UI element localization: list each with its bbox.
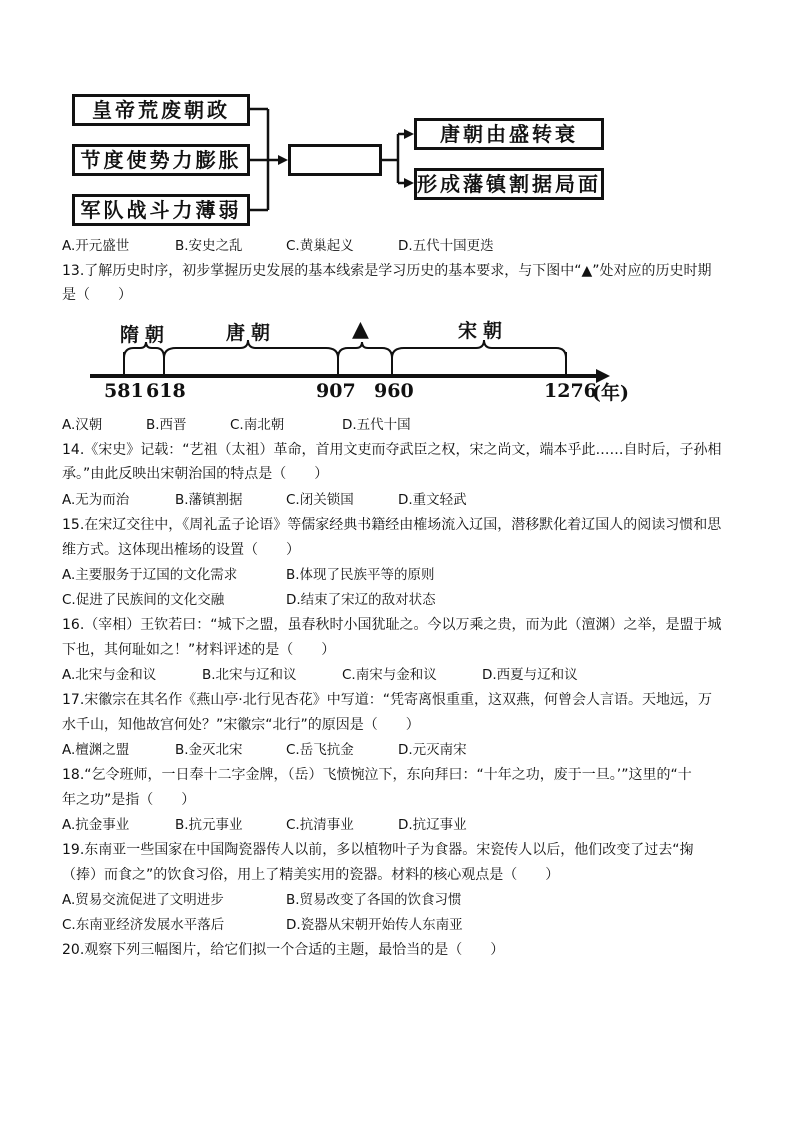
q17-stem-line2: 水千山，知他故宫何处？”宋徽宗“北行”的原因是（ ） [62, 717, 420, 733]
q16-option-d[interactable]: D.西夏与辽和议 [482, 667, 578, 683]
q19-option-d[interactable]: D.瓷器从宋朝开始传人东南亚 [286, 917, 463, 933]
q20-stem-line1: 20.观察下列三幅图片，给它们拟一个合适的主题，最恰当的是（ ） [62, 942, 505, 958]
q18-option-d[interactable]: D.抗辽事业 [398, 817, 467, 833]
result-text-1: 唐朝由盛转衰 [440, 122, 578, 146]
q15-option-b[interactable]: B.体现了民族平等的原则 [286, 567, 435, 583]
q13-option-c[interactable]: C.南北朝 [230, 417, 285, 433]
q16-option-b[interactable]: B.北宋与辽和议 [202, 667, 297, 683]
q14-option-c[interactable]: C.闭关锁国 [286, 492, 354, 508]
cause-text-1: 皇帝荒废朝政 [92, 98, 230, 122]
q16-stem-line2: 下也，其何耻如之！”材料评述的是（ ） [62, 642, 336, 658]
q14-option-d[interactable]: D.重文轻武 [398, 492, 467, 508]
q18-stem-line2: 年之功”是指（ ） [62, 792, 196, 808]
q17-option-d[interactable]: D.元灭南宋 [398, 742, 467, 758]
q13-option-b[interactable]: B.西晋 [146, 417, 187, 433]
q16-stem-line1: 16.（宰相）王钦若曰：“城下之盟，虽春秋时小国犹耻之。今以万乘之贵，而为此（澶渊）之举，是盟于城 [62, 617, 722, 633]
q18-option-c[interactable]: C.抗清事业 [286, 817, 354, 833]
q19-option-c[interactable]: C.东南亚经济发展水平落后 [62, 917, 225, 933]
q15-option-a[interactable]: A.主要服务于辽国的文化需求 [62, 567, 238, 583]
q13-option-d[interactable]: D.五代十国 [342, 417, 411, 433]
q14-stem-line2: 承。”由此反映出宋朝治国的特点是（ ） [62, 466, 329, 482]
year-618: 618 [146, 380, 186, 402]
q12-option-b[interactable]: B.安史之乱 [175, 238, 243, 254]
q19-stem-line2: （捧）而食之”的饮食习俗，用上了精美实用的瓷器。材料的核心观点是（ ） [62, 867, 560, 883]
period-label-tang: 唐朝 [226, 322, 277, 344]
q16-option-c[interactable]: C.南宋与金和议 [342, 667, 437, 683]
q15-option-d[interactable]: D.结束了宋辽的敌对状态 [286, 592, 436, 608]
marker-triangle-icon: ▲ [352, 317, 369, 342]
q17-option-b[interactable]: B.金灭北宋 [175, 742, 243, 758]
year-907: 907 [316, 380, 356, 402]
q18-option-b[interactable]: B.抗元事业 [175, 817, 243, 833]
q17-option-a[interactable]: A.檀渊之盟 [62, 742, 130, 758]
q19-option-b[interactable]: B.贸易改变了各国的饮食习惯 [286, 892, 462, 908]
q15-stem-line1: 15.在宋辽交往中，《周礼孟子论语》等儒家经典书籍经由榷场流入辽国，潜移默化着辽国人的阅读习惯和思 [62, 517, 722, 533]
period-label-sui: 隋朝 [120, 324, 171, 346]
q13-stem-line2: 是（ ） [62, 287, 132, 303]
q14-stem-line1: 14.《宋史》记载：“艺祖（太祖）革命，首用文吏而夺武臣之权，宋之尚文，端本乎此……自时后，子孙相 [62, 442, 722, 458]
cause-text-3: 军队战斗力薄弱 [80, 198, 242, 222]
q16-option-a[interactable]: A.北宋与金和议 [62, 667, 157, 683]
q14-option-b[interactable]: B.藩镇割据 [175, 492, 243, 508]
q15-stem-line2: 维方式。这体现出榷场的设置（ ） [62, 542, 300, 558]
q19-option-a[interactable]: A.贸易交流促进了文明进步 [62, 892, 224, 908]
q13-stem-line1: 13.了解历史时序，初步掌握历史发展的基本线索是学习历史的基本要求，与下图中“▲”处对应的历史时期 [62, 263, 712, 279]
brace-five-dynasties [338, 342, 392, 358]
period-label-song: 宋朝 [458, 320, 509, 342]
q18-option-a[interactable]: A.抗金事业 [62, 817, 130, 833]
result-text-2: 形成藩镇割据局面 [417, 172, 601, 196]
year-1276: 1276 [544, 380, 597, 402]
q14-option-a[interactable]: A.无为而治 [62, 492, 130, 508]
q18-stem-line1: 18.“乞令班师，一日奉十二字金牌，（岳）飞愤惋泣下，东向拜曰：“十年之功，废于一旦。’”这里的“十 [62, 767, 692, 783]
year-unit: (年) [592, 382, 629, 404]
q19-stem-line1: 19.东南亚一些国家在中国陶瓷器传人以前，多以植物叶子为食器。宋瓷传人以后，他们改变了过去“掬 [62, 842, 694, 858]
q12-option-a[interactable]: A.开元盛世 [62, 238, 130, 254]
year-581: 581 [104, 380, 144, 402]
q12-option-c[interactable]: C.黄巢起义 [286, 238, 354, 254]
q17-option-c[interactable]: C.岳飞抗金 [286, 742, 354, 758]
q13-option-a[interactable]: A.汉朝 [62, 417, 103, 433]
q12-option-d[interactable]: D.五代十国更迭 [398, 238, 494, 254]
cause-text-2: 节度使势力膨胀 [80, 148, 242, 172]
q15-option-c[interactable]: C.促进了民族间的文化交融 [62, 592, 225, 608]
timeline-axis [0, 0, 794, 420]
q17-stem-line1: 17.宋徽宗在其名作《燕山亭·北行见杏花》中写道：“凭寄离恨重重，这双燕，何曾会人言语。天地远，万 [62, 692, 712, 708]
year-960: 960 [374, 380, 414, 402]
